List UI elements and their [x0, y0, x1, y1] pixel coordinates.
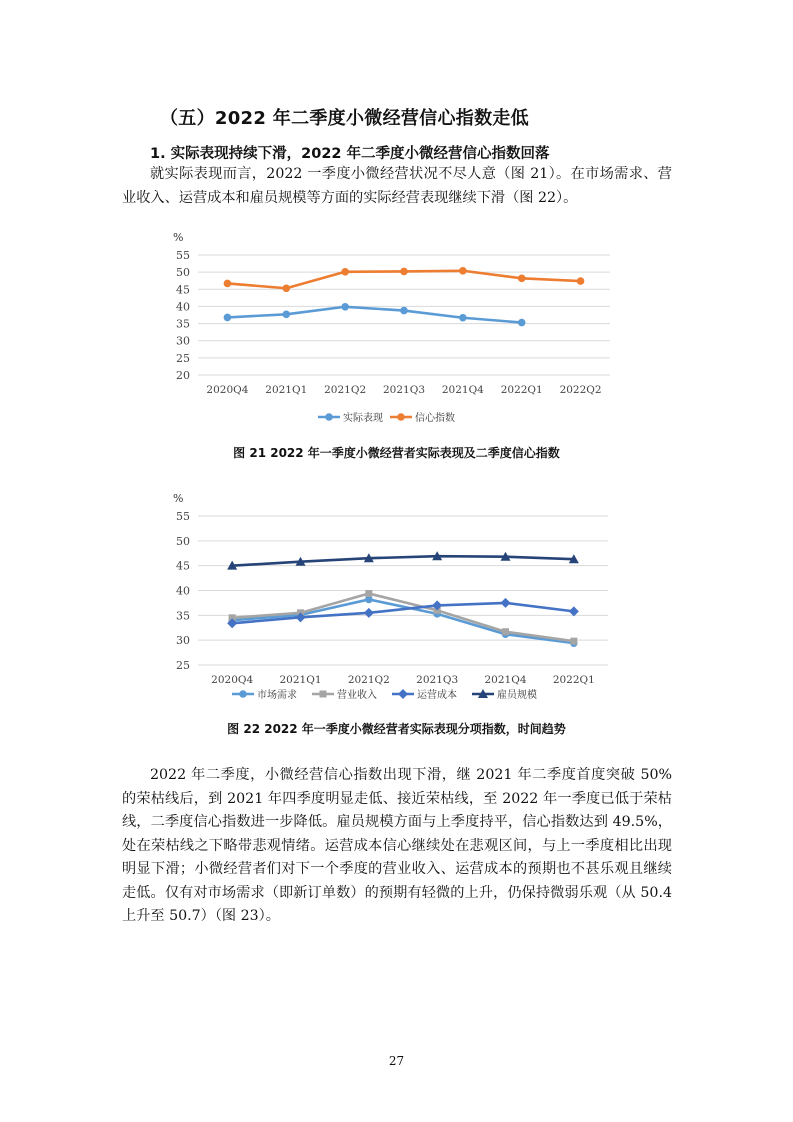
y-tick-label: 50	[176, 266, 190, 280]
data-point	[224, 314, 232, 322]
data-point	[364, 608, 374, 618]
data-point	[224, 280, 232, 288]
x-tick-label: 2020Q4	[206, 384, 249, 396]
x-tick-label: 2022Q1	[500, 384, 543, 396]
data-point	[341, 303, 349, 311]
y-tick-label: 30	[176, 334, 190, 348]
data-point	[459, 267, 467, 275]
x-tick-label: 2021Q3	[382, 384, 426, 396]
legend-marker	[239, 690, 247, 698]
legend-label: 信心指数	[415, 413, 455, 424]
data-point	[501, 598, 511, 608]
x-tick-label: 2021Q1	[279, 674, 322, 686]
y-tick-label: 25	[176, 351, 190, 365]
data-point	[518, 275, 526, 283]
data-point	[282, 284, 290, 292]
figure-22-chart	[170, 490, 620, 705]
series-line	[232, 556, 574, 565]
data-point	[365, 590, 372, 597]
y-tick-label: 35	[176, 317, 190, 331]
x-tick-label: 2021Q1	[265, 384, 308, 396]
y-tick-label: 25	[176, 659, 190, 672]
y-tick-label: 30	[176, 634, 190, 648]
legend-marker	[397, 413, 405, 421]
x-tick-label: 2021Q2	[347, 674, 390, 686]
data-point	[282, 311, 290, 319]
legend-marker	[398, 689, 408, 699]
x-tick-label: 2020Q4	[211, 674, 254, 686]
y-tick-label: 40	[176, 300, 190, 314]
legend-marker	[320, 691, 327, 698]
figure-21-chart	[170, 215, 620, 435]
x-tick-label: 2021Q3	[416, 674, 459, 686]
data-point	[400, 307, 408, 315]
y-tick-label: 50	[176, 534, 190, 548]
data-point	[341, 268, 349, 276]
x-tick-label: 2021Q4	[484, 674, 527, 686]
section-title: （五）2022 年二季度小微经营信心指数走低	[160, 108, 529, 129]
y-tick-label: 20	[176, 369, 190, 382]
data-point	[577, 277, 585, 285]
y-axis-unit-label: %	[173, 231, 184, 244]
figure-22-caption: 图 22 2022 年一季度小微经营者实际表现分项指数，时间趋势	[227, 722, 566, 736]
data-point	[570, 638, 577, 645]
y-tick-label: 35	[176, 609, 190, 623]
x-tick-label: 2022Q1	[552, 674, 595, 686]
data-point	[518, 319, 526, 327]
legend-label: 运营成本	[417, 690, 457, 701]
x-tick-label: 2021Q4	[441, 384, 484, 396]
y-tick-label: 45	[176, 283, 190, 297]
paragraph-intro: 就实际表现而言，2022 一季度小微经营状况不尽人意（图 21）。在市场需求、营业收入、运营成本和雇员规模等方面的实际经营表现继续下滑（图 22）。	[122, 166, 672, 206]
y-tick-label: 55	[176, 249, 190, 262]
paragraph-analysis: 2022 年二季度，小微经营信心指数出现下滑，继 2021 年二季度首度突破 50% 的荣枯线后，到 2021 年四季度明显走低、接近荣枯线，至 2022 年一季度已低于荣枯线，二季度信心指数进一步降低。雇员规模方面与上季度持平，信心指数达到 49.5%，处在荣枯线之下略带悲观情绪。运营成本信心继续处在悲观区间，与上一季度相比出现明显下滑；小微经营者们对下一个季度的营业收入、运营成本的预期也不甚乐观且继续走低。仅有对市场需求（即新订单数）的预期有轻微的上升，仍保持微弱乐观（从 50.4 上升至 50.7）（图 23）。	[122, 767, 672, 924]
y-tick-label: 45	[176, 559, 190, 573]
x-tick-label: 2021Q2	[324, 384, 367, 396]
y-axis-unit-label: %	[173, 492, 184, 505]
legend-label: 实际表现	[343, 413, 383, 424]
legend-marker	[325, 413, 333, 421]
y-tick-label: 55	[176, 510, 190, 523]
series-line	[227, 307, 521, 323]
legend-label: 雇员规模	[497, 690, 537, 701]
data-point	[400, 268, 408, 276]
legend-label: 市场需求	[257, 690, 297, 701]
subsection-title: 1. 实际表现持续下滑，2022 年二季度小微经营信心指数回落	[150, 146, 550, 162]
data-point	[459, 314, 467, 322]
x-tick-label: 2022Q2	[559, 384, 602, 396]
legend-label: 营业收入	[337, 690, 377, 701]
figure-21-caption: 图 21 2022 年一季度小微经营者实际表现及二季度信心指数	[233, 446, 560, 460]
page-number: 27	[388, 1054, 405, 1068]
data-point	[502, 628, 509, 635]
y-tick-label: 40	[176, 584, 190, 598]
